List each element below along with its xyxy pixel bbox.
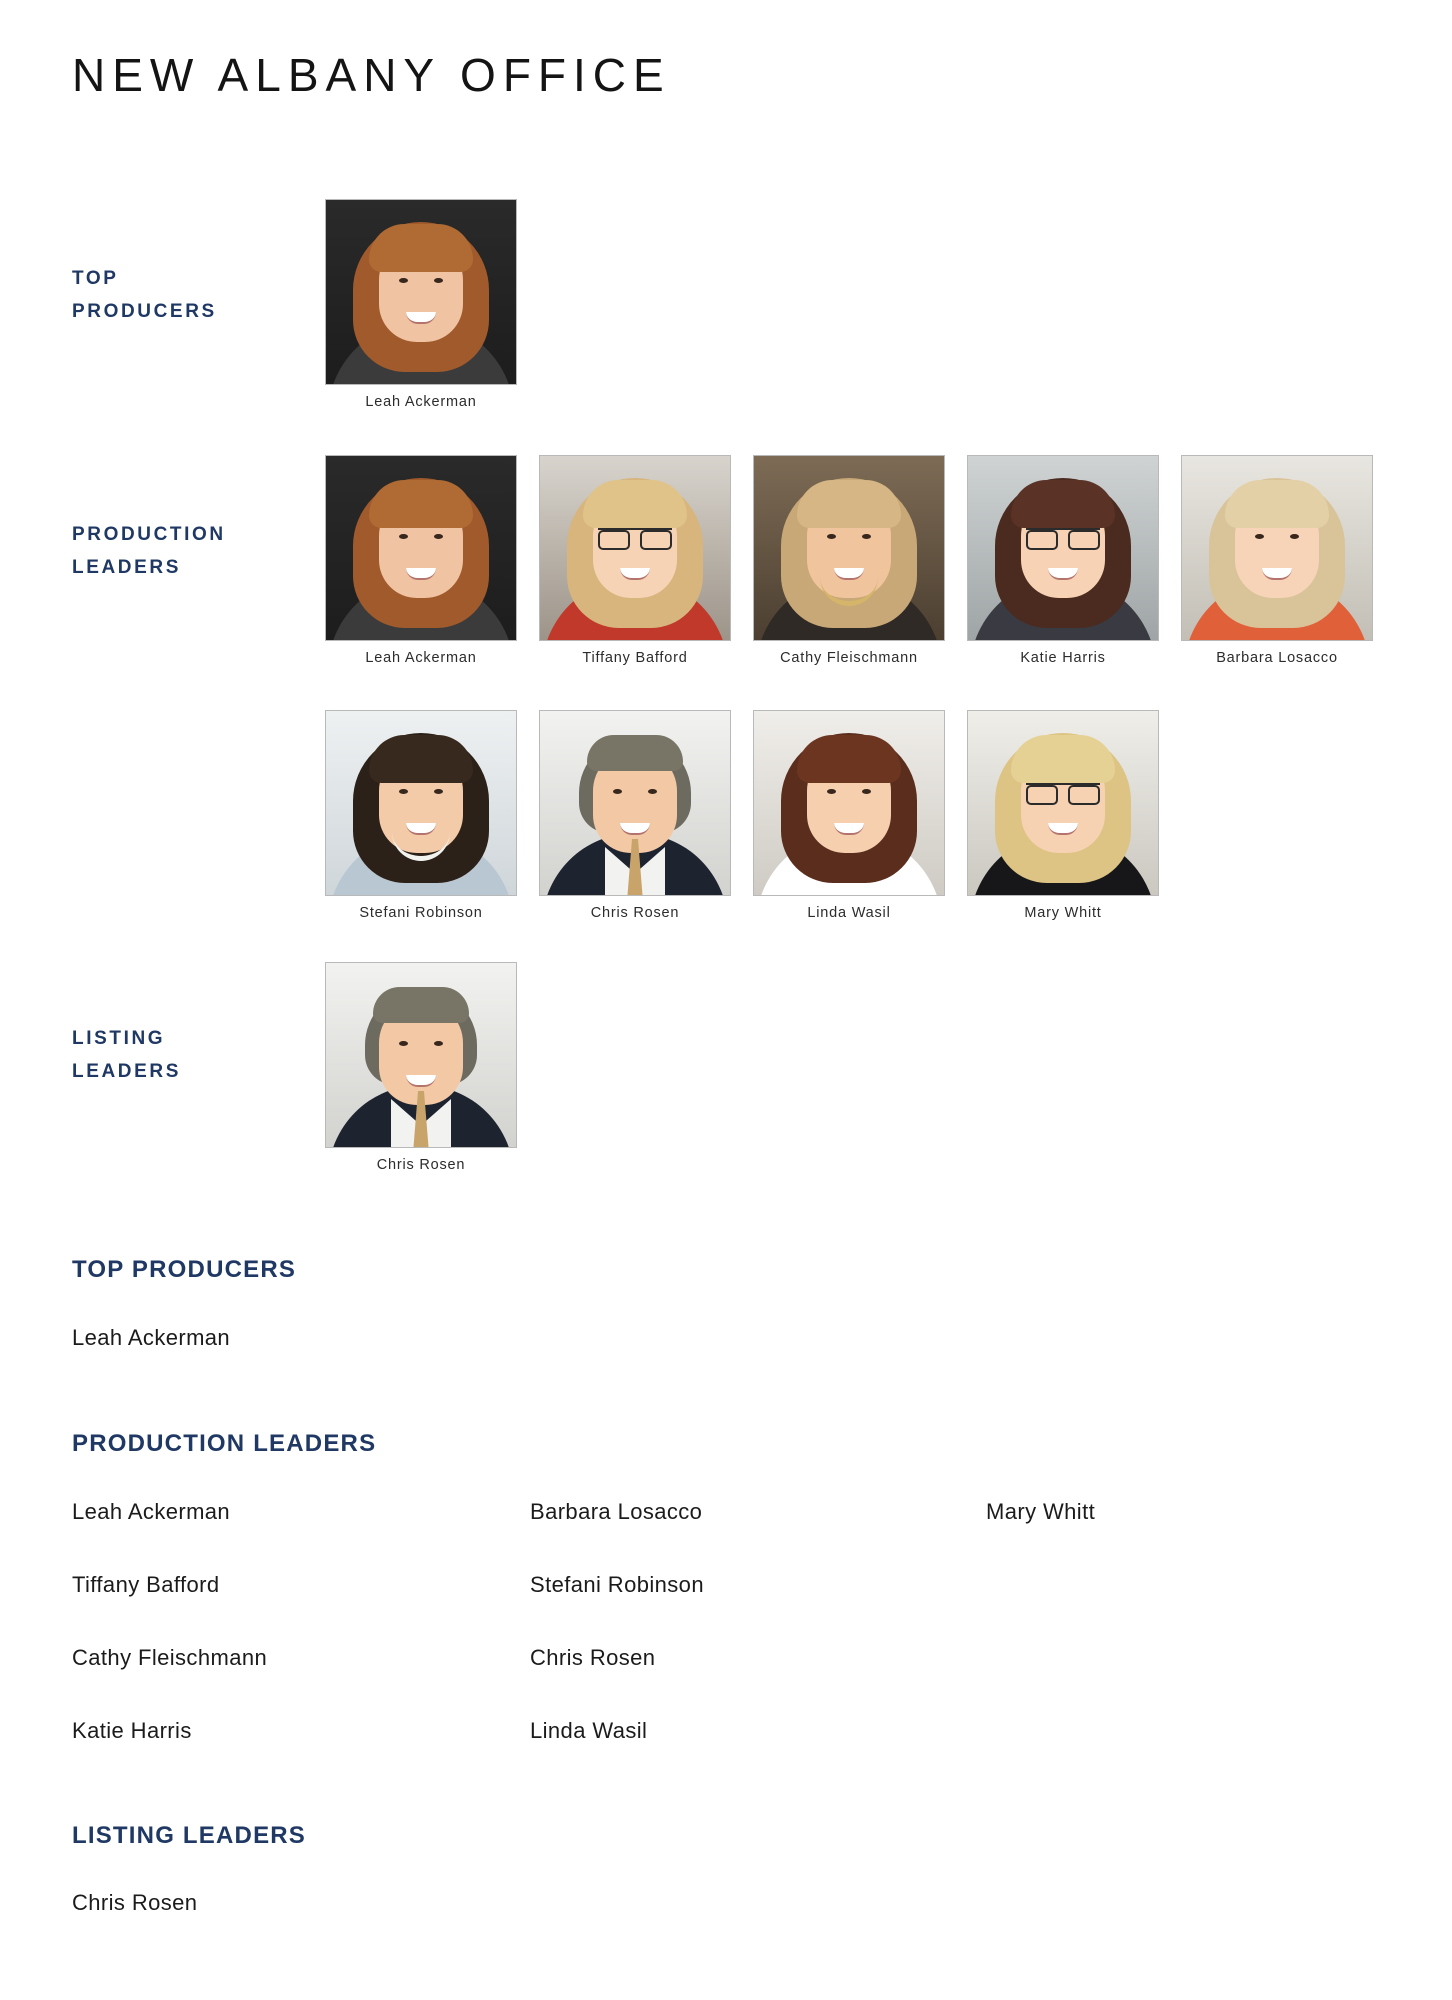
list-item: Chris Rosen	[530, 1645, 656, 1670]
list-item: Cathy Fleischmann	[72, 1645, 268, 1670]
list-item: Tiffany Bafford	[72, 1572, 220, 1597]
portrait-photo	[753, 455, 945, 641]
woman-blonde-glasses-black-top-portrait	[968, 711, 1158, 895]
list-item: Stefani Robinson	[530, 1572, 704, 1597]
person-card[interactable]	[539, 710, 731, 921]
photo-row-top-producers	[325, 199, 517, 410]
list-item: Mary Whitt	[986, 1499, 1096, 1524]
list-item: Chris Rosen	[72, 1890, 198, 1915]
person-name: Katie Harris	[1020, 650, 1106, 666]
man-suit-tie-portrait	[326, 963, 516, 1147]
photo-row-production-leaders-1	[325, 455, 1373, 666]
list-item: Linda Wasil	[530, 1718, 648, 1743]
woman-auburn-bob-portrait	[754, 711, 944, 895]
section-label-listing-leaders: LISTING LEADERS	[72, 1028, 181, 1083]
person-card[interactable]	[967, 455, 1159, 666]
list-item: Leah Ackerman	[72, 1325, 231, 1350]
person-name: Leah Ackerman	[365, 394, 477, 410]
person-card[interactable]	[325, 962, 517, 1173]
woman-dark-hair-glasses-portrait	[968, 456, 1158, 640]
page-title: NEW ALBANY OFFICE	[72, 49, 671, 101]
person-card[interactable]	[1181, 455, 1373, 666]
person-name: Chris Rosen	[376, 1157, 466, 1173]
woman-curly-auburn-portrait	[326, 200, 516, 384]
woman-curly-auburn-portrait	[326, 456, 516, 640]
list-heading-top-producers: TOP PRODUCERS	[72, 1256, 297, 1283]
section-label-production-leaders: PRODUCTION LEADERS	[72, 524, 226, 579]
portrait-photo	[325, 455, 517, 641]
portrait-photo	[325, 199, 517, 385]
person-card[interactable]	[753, 710, 945, 921]
person-name: Stefani Robinson	[359, 905, 483, 921]
person-name: Barbara Losacco	[1216, 650, 1338, 666]
section-label-top-producers: TOP PRODUCERS	[72, 268, 217, 323]
list-heading-listing-leaders: LISTING LEADERS	[72, 1822, 307, 1849]
person-name: Mary Whitt	[1024, 905, 1102, 921]
portrait-photo	[539, 455, 731, 641]
photo-row-production-leaders-2	[325, 710, 1159, 921]
person-name: Chris Rosen	[590, 905, 680, 921]
portrait-photo	[539, 710, 731, 896]
portrait-photo	[753, 710, 945, 896]
list-item: Katie Harris	[72, 1718, 192, 1743]
woman-glasses-red-blazer-portrait	[540, 456, 730, 640]
person-card[interactable]	[967, 710, 1159, 921]
photo-row-listing-leaders	[325, 962, 517, 1173]
person-card[interactable]	[325, 455, 517, 666]
woman-long-blonde-necklace-portrait	[754, 456, 944, 640]
person-card[interactable]	[325, 710, 517, 921]
person-card[interactable]	[753, 455, 945, 666]
list-item: Barbara Losacco	[530, 1499, 703, 1524]
woman-blonde-orange-top-portrait	[1182, 456, 1372, 640]
portrait-photo	[967, 710, 1159, 896]
portrait-photo	[1181, 455, 1373, 641]
portrait-photo	[967, 455, 1159, 641]
portrait-photo	[325, 962, 517, 1148]
woman-dark-hair-pearls-portrait	[326, 711, 516, 895]
person-card[interactable]	[539, 455, 731, 666]
person-name: Tiffany Bafford	[582, 650, 688, 666]
man-suit-tie-portrait	[540, 711, 730, 895]
list-heading-production-leaders: PRODUCTION LEADERS	[72, 1430, 377, 1457]
person-name: Linda Wasil	[807, 905, 891, 921]
portrait-photo	[325, 710, 517, 896]
person-name: Cathy Fleischmann	[780, 650, 918, 666]
person-name: Leah Ackerman	[365, 650, 477, 666]
list-item: Leah Ackerman	[72, 1499, 231, 1524]
person-card[interactable]	[325, 199, 517, 410]
